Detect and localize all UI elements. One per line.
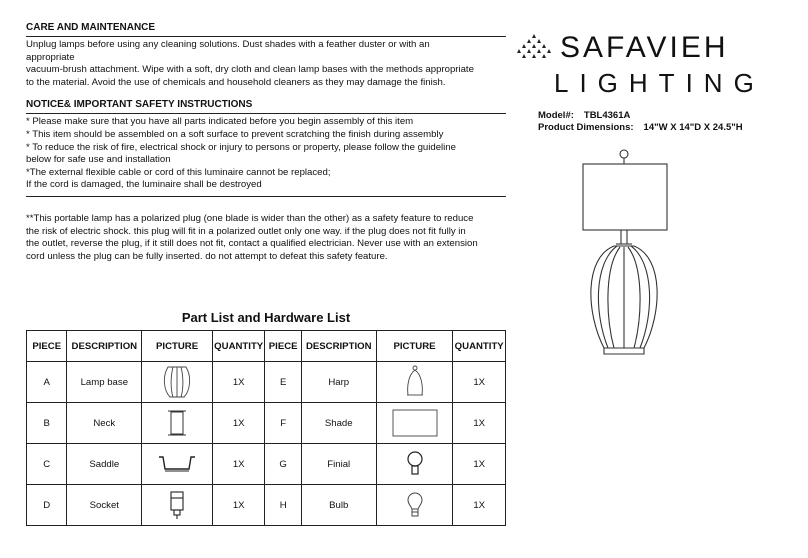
piece-quantity: 1X [453, 403, 506, 444]
brand-subtitle: LIGHTING [554, 68, 765, 98]
piece-description: Lamp base [67, 362, 142, 403]
piece-quantity: 1X [453, 485, 506, 526]
model-number: TBL4361A [583, 110, 631, 121]
piece-description: Shade [301, 403, 376, 444]
safety-text [26, 116, 506, 192]
product-panel [516, 26, 796, 134]
piece-quantity: 1X [212, 444, 265, 485]
piece-letter: G [265, 444, 301, 485]
brand-name: SAFAVIEH [560, 31, 729, 64]
finial-icon [405, 450, 425, 478]
safety-line: * Please make sure that you have all parts indicated before you begin assembly of this item [26, 116, 414, 128]
safety-line: If the cord is damaged, the luminaire shall be destroyed [26, 179, 262, 191]
harp-icon [404, 365, 426, 399]
socket-picture [142, 485, 213, 526]
piece-letter: F [265, 403, 301, 444]
dimensions-value: 14"W X 14"D X 24.5"H [643, 122, 743, 133]
piece-description: Harp [301, 362, 376, 403]
piece-description: Socket [67, 485, 142, 526]
brand-logo [516, 26, 796, 98]
care-line: Unplug lamps before using any cleaning solutions. Dust shades with a feather duster or with an [26, 39, 430, 50]
bulb-icon [405, 490, 425, 520]
piece-description: Neck [67, 403, 142, 444]
safety-line: * This item should be assembled on a soft surface to prevent scratching the finish during assembly [26, 128, 444, 140]
harp-picture [376, 362, 453, 403]
care-line: appropriate [26, 51, 75, 63]
table-header-row [27, 331, 506, 362]
column-header: QUANTITY [212, 331, 265, 362]
model-info [538, 110, 796, 134]
safety-line: *The external flexible cable or cord of this luminaire cannot be replaced; [26, 166, 331, 178]
lamp-drawing [564, 148, 684, 370]
piece-letter: B [27, 403, 67, 444]
piece-letter: H [265, 485, 301, 526]
piece-quantity: 1X [453, 444, 506, 485]
column-header: PIECE [27, 331, 67, 362]
piece-letter: E [265, 362, 301, 403]
dimensions-label: Product Dimensions: [538, 122, 634, 133]
saddle-icon [157, 453, 197, 475]
piece-letter: A [27, 362, 67, 403]
care-line: vacuum-brush attachment. Wipe with a soft, dry cloth and clean lamp bases with the methods appropriate [26, 64, 474, 76]
bulb-picture [376, 485, 453, 526]
table-row [27, 444, 506, 485]
plug-text [26, 213, 506, 263]
plug-line: cord unless the plug can be fully inserted. do not attempt to defeat this safety feature. [26, 250, 388, 262]
neck-picture [142, 403, 213, 444]
saddle-picture [142, 444, 213, 485]
column-header: PIECE [265, 331, 301, 362]
safety-line: * To reduce the risk of fire, electrical shock or injury to persons or property, please follow the guideline [26, 141, 456, 153]
column-header: PICTURE [376, 331, 453, 362]
plug-line: **This portable lamp has a polarized plug (one blade is wider than the other) as a safety feature to reduce [26, 212, 474, 224]
shade-icon [392, 409, 438, 437]
table-row [27, 362, 506, 403]
piece-letter: D [27, 485, 67, 526]
model-label: Model#: [538, 110, 574, 121]
table-row [27, 403, 506, 444]
piece-quantity: 1X [212, 403, 265, 444]
plug-line: the risk of electric shock. this plug will fit in a polarized outlet only one way. if the plug does not fit fully in [26, 225, 466, 237]
socket-icon [166, 490, 188, 520]
care-line: to the material. Avoid the use of chemicals and household cleaners as they may damage the finish. [26, 76, 446, 88]
safety-title: NOTICE& IMPORTANT SAFETY INSTRUCTIONS [26, 99, 506, 114]
piece-description: Bulb [301, 485, 376, 526]
column-header: PICTURE [142, 331, 213, 362]
piece-letter: C [27, 444, 67, 485]
plug-line: the outlet, reverse the plug, if it still does not fit, contact a qualified electrician. Never use with an extension [26, 238, 478, 250]
care-title: CARE AND MAINTENANCE [26, 22, 506, 37]
finial-picture [376, 444, 453, 485]
parts-title: Part List and Hardware List [181, 310, 351, 325]
piece-description: Saddle [67, 444, 142, 485]
column-header: QUANTITY [453, 331, 506, 362]
column-header: DESCRIPTION [301, 331, 376, 362]
piece-description: Finial [301, 444, 376, 485]
piece-quantity: 1X [453, 362, 506, 403]
piece-quantity: 1X [212, 485, 265, 526]
piece-quantity: 1X [212, 362, 265, 403]
column-header: DESCRIPTION [67, 331, 142, 362]
chandelier-logo-icon [516, 34, 552, 64]
care-text [26, 39, 506, 89]
shade-picture [376, 403, 453, 444]
lamp-base-picture [142, 362, 213, 403]
lamp-base-icon [162, 365, 192, 399]
parts-table [26, 330, 506, 526]
neck-icon [167, 408, 187, 438]
instructions-column [26, 22, 506, 263]
safety-line: below for safe use and installation [26, 154, 171, 166]
table-row [27, 485, 506, 526]
